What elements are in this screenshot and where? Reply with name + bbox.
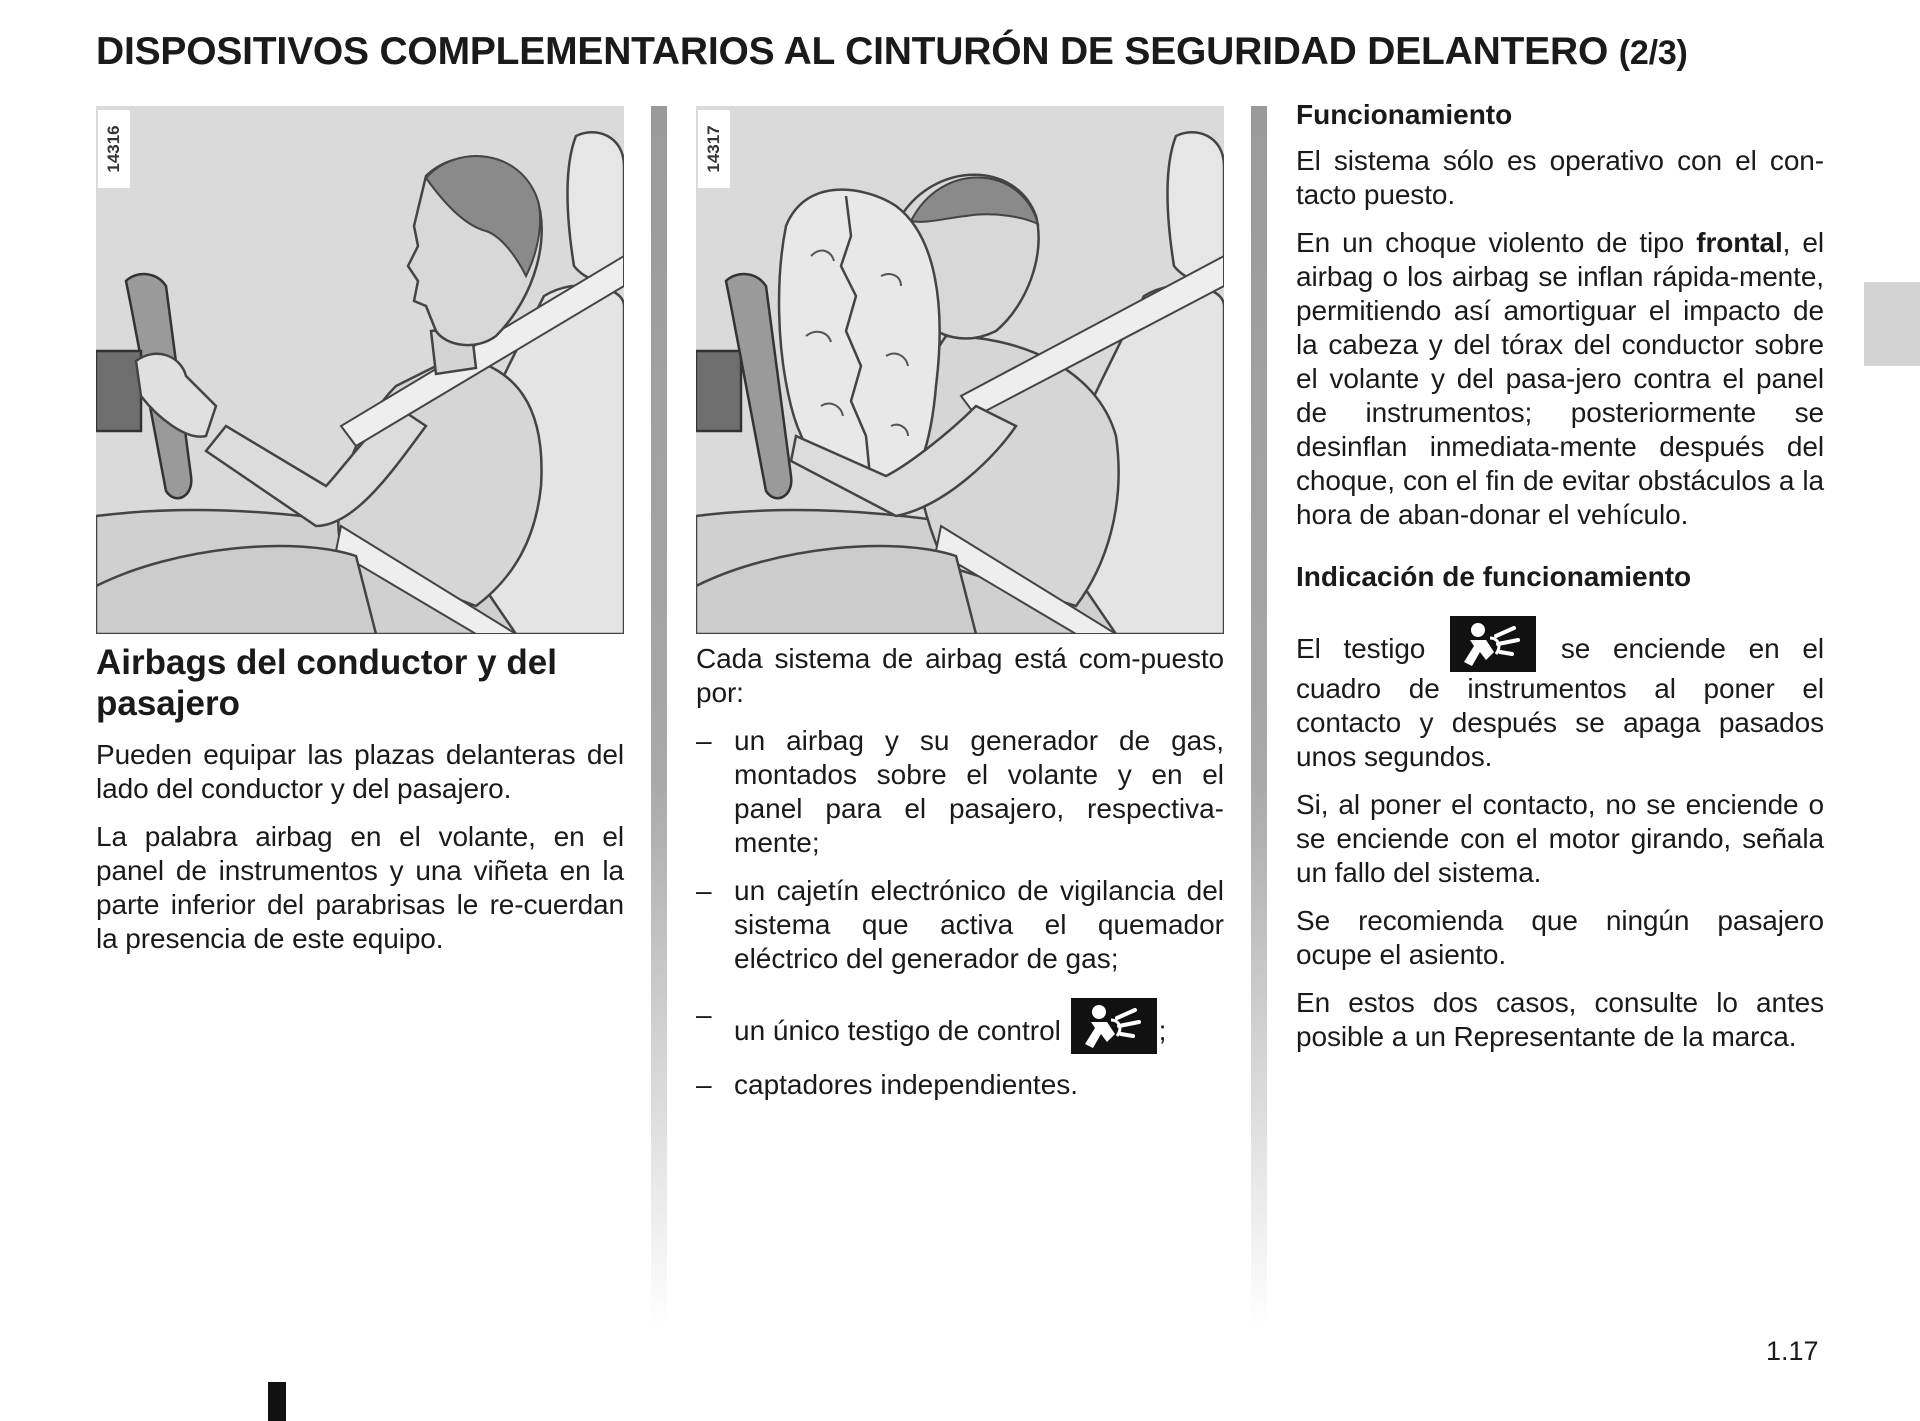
column-1: [96, 642, 624, 970]
component-list: [696, 724, 1224, 1102]
paragraph: En un choque violento de tipo frontal, el airbag o los airbag se inflan rápida-mente, permitiendo así amortiguar el impacto de la cabeza y del tórax del conductor sobre el volante y del pasa-jero contra el panel de instrumentos; posteriormente se desinflan inmediata-mente después del choque, con el fin de evitar obstáculos a la hora de aban-donar el vehículo.: [1296, 227, 1825, 530]
section-heading-operation: Funcionamiento: [1296, 99, 1513, 130]
list-item: – un cajetín electrónico de vigilancia del sistema que activa el quemador eléctrico del generador de gas;: [696, 875, 1224, 974]
section-heading-airbags: Airbags del conductor y del pasajero: [96, 643, 557, 723]
driver-seated-illustration: [96, 106, 624, 634]
paragraph: Si, al poner el contacto, no se enciende o se enciende con el motor girando, señala un fallo del sistema.: [1296, 789, 1824, 888]
paragraph: El sistema sólo es operativo con el con-tacto puesto.: [1296, 145, 1824, 210]
paragraph-intro: Cada sistema de airbag está com-puesto por:: [696, 643, 1224, 708]
section-heading-indication: Indicación de funcionamiento: [1296, 561, 1692, 592]
paragraph: La palabra airbag en el volante, en el panel de instrumentos y una viñeta en la parte inferior del parabrisas le re-cuerdan la presencia de este equipo.: [96, 821, 624, 954]
section-tab: [1864, 282, 1920, 366]
column-rule-1: [651, 106, 667, 1326]
column-rule-2: [1251, 106, 1267, 1326]
page-number: 1.17: [1766, 1336, 1819, 1366]
page-title-text: DISPOSITIVOS COMPLEMENTARIOS AL CINTURÓN DE SEGURIDAD DELANTERO: [96, 30, 1609, 73]
paragraph: Se recomienda que ningún pasajero ocupe el asiento.: [1296, 905, 1824, 970]
page-title: [96, 30, 1856, 74]
list-item: – captadores independientes.: [696, 1069, 1079, 1100]
list-item: – un airbag y su generador de gas, montados sobre el volante y en el panel para el pasajero, respectiva-mente;: [696, 725, 1224, 858]
page-part-indicator: (2/3): [1618, 34, 1688, 72]
list-item: – un único testigo de control ;: [696, 998, 1224, 1054]
column-2: [696, 642, 1224, 1116]
figure-airbag-deployed: [696, 106, 1224, 634]
paragraph: Pueden equipar las plazas delanteras del lado del conductor y del pasajero.: [96, 739, 624, 804]
airbag-warning-icon: [1450, 616, 1536, 672]
driver-airbag-deployed-illustration: [696, 106, 1224, 634]
figure-driver-seated: [96, 106, 624, 634]
figure-number-1: 14316: [98, 110, 130, 188]
airbag-warning-icon: [1071, 998, 1157, 1054]
figure-number-2: 14317: [698, 110, 730, 188]
paragraph: En estos dos casos, consulte lo antes posible a un Representante de la marca.: [1296, 987, 1824, 1052]
paragraph: El testigo se enciende en el cuadro de instrumentos al poner el contacto y después se apaga pasados unos segundos.: [1296, 616, 1824, 774]
bottom-edge-mark: [268, 1382, 286, 1421]
column-3: [1296, 98, 1824, 1068]
